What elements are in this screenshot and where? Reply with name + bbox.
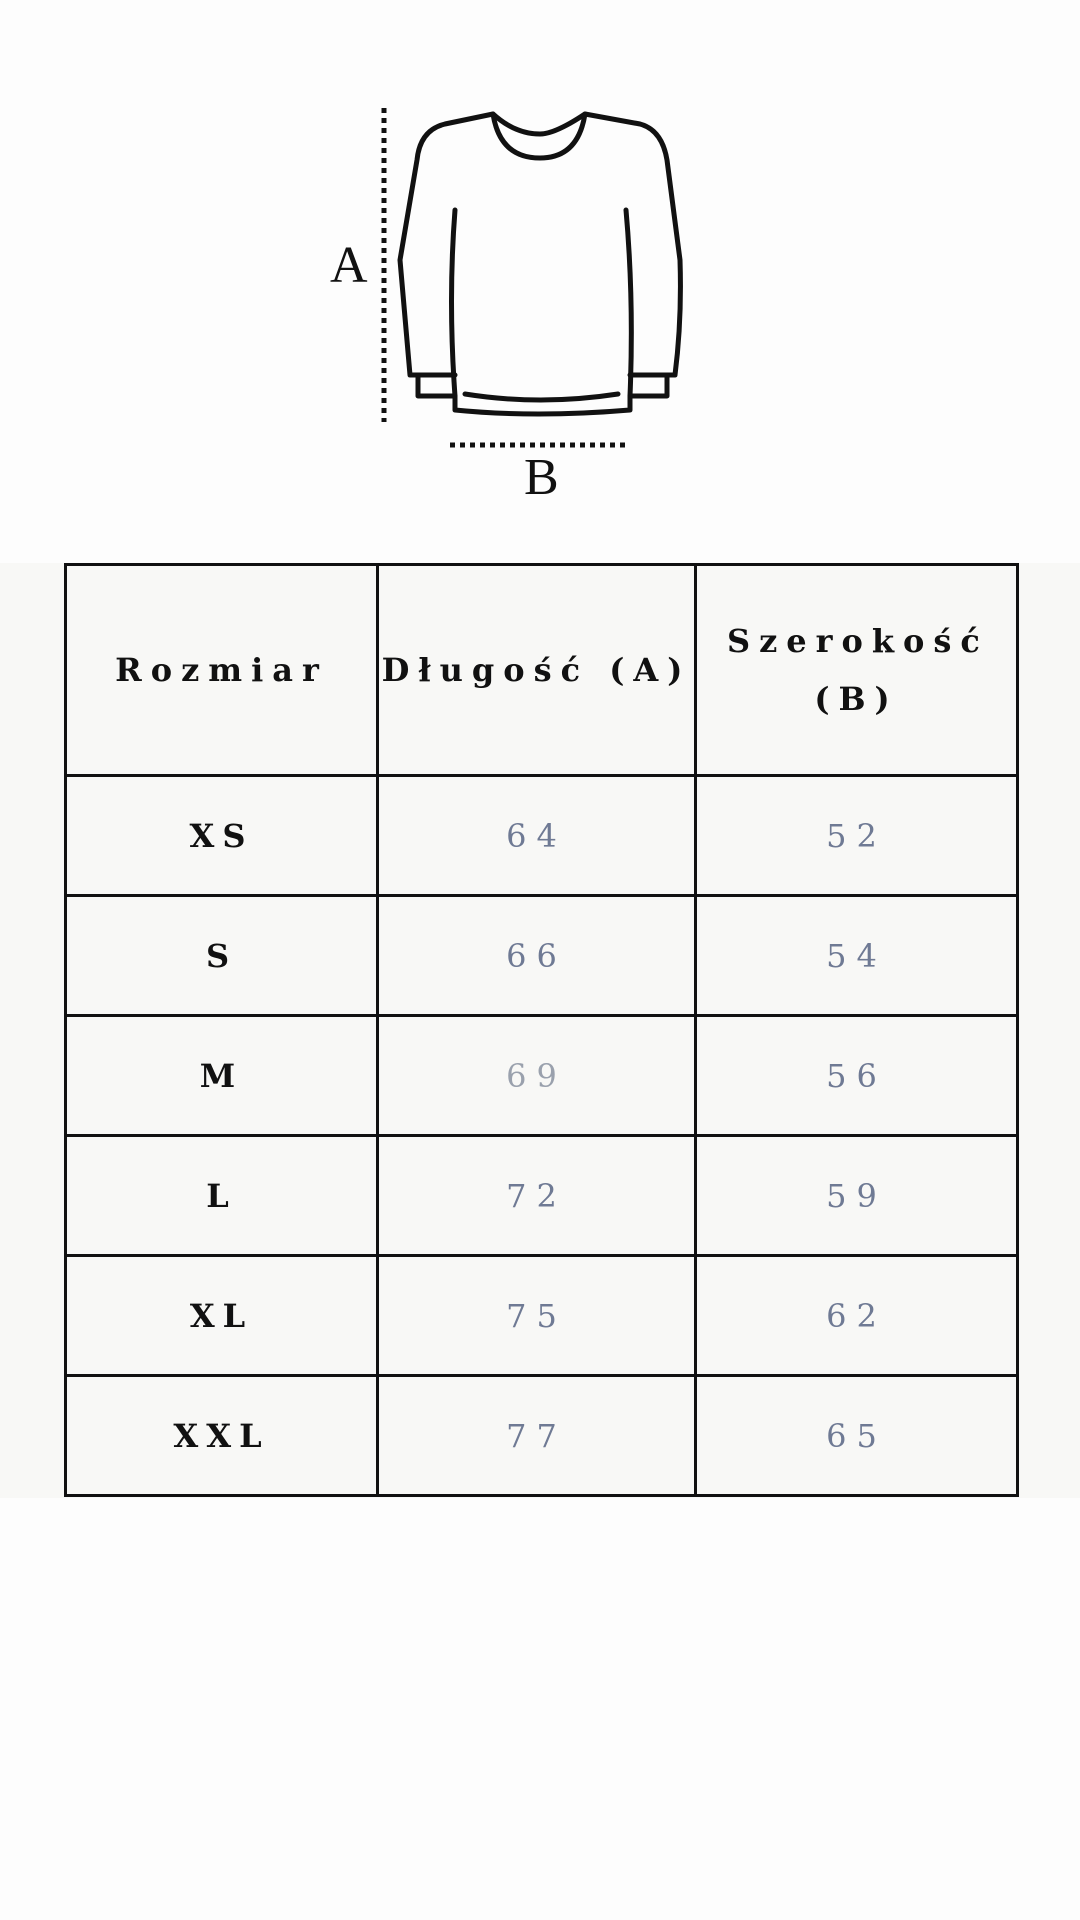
table-row (66, 1376, 1018, 1496)
length-value: 75 (378, 1256, 696, 1376)
sweatshirt-diagram (300, 90, 720, 510)
size-value: M (66, 1016, 378, 1136)
table-row (66, 776, 1018, 896)
table-row (66, 896, 1018, 1016)
size-value: XL (66, 1256, 378, 1376)
length-value: 64 (378, 776, 696, 896)
header-length: Długość (A) (378, 565, 696, 776)
sweatshirt-icon (300, 90, 720, 510)
length-value: 77 (378, 1376, 696, 1496)
length-value: 69 (378, 1016, 696, 1136)
header-width: Szerokość (B) (696, 565, 1018, 776)
length-value: 72 (378, 1136, 696, 1256)
length-value: 66 (378, 896, 696, 1016)
width-value: 54 (696, 896, 1018, 1016)
width-value: 62 (696, 1256, 1018, 1376)
width-value: 52 (696, 776, 1018, 896)
table-header-row (66, 565, 1018, 776)
table-row (66, 1256, 1018, 1376)
table-row (66, 1016, 1018, 1136)
size-value: XS (66, 776, 378, 896)
size-value: XXL (66, 1376, 378, 1496)
size-value: S (66, 896, 378, 1016)
dimension-label-b: B (524, 449, 559, 506)
size-table (64, 563, 1019, 1497)
width-value: 56 (696, 1016, 1018, 1136)
size-value: L (66, 1136, 378, 1256)
width-value: 65 (696, 1376, 1018, 1496)
dimension-label-a: A (330, 237, 368, 294)
header-size: Rozmiar (66, 565, 378, 776)
table-row (66, 1136, 1018, 1256)
width-value: 59 (696, 1136, 1018, 1256)
